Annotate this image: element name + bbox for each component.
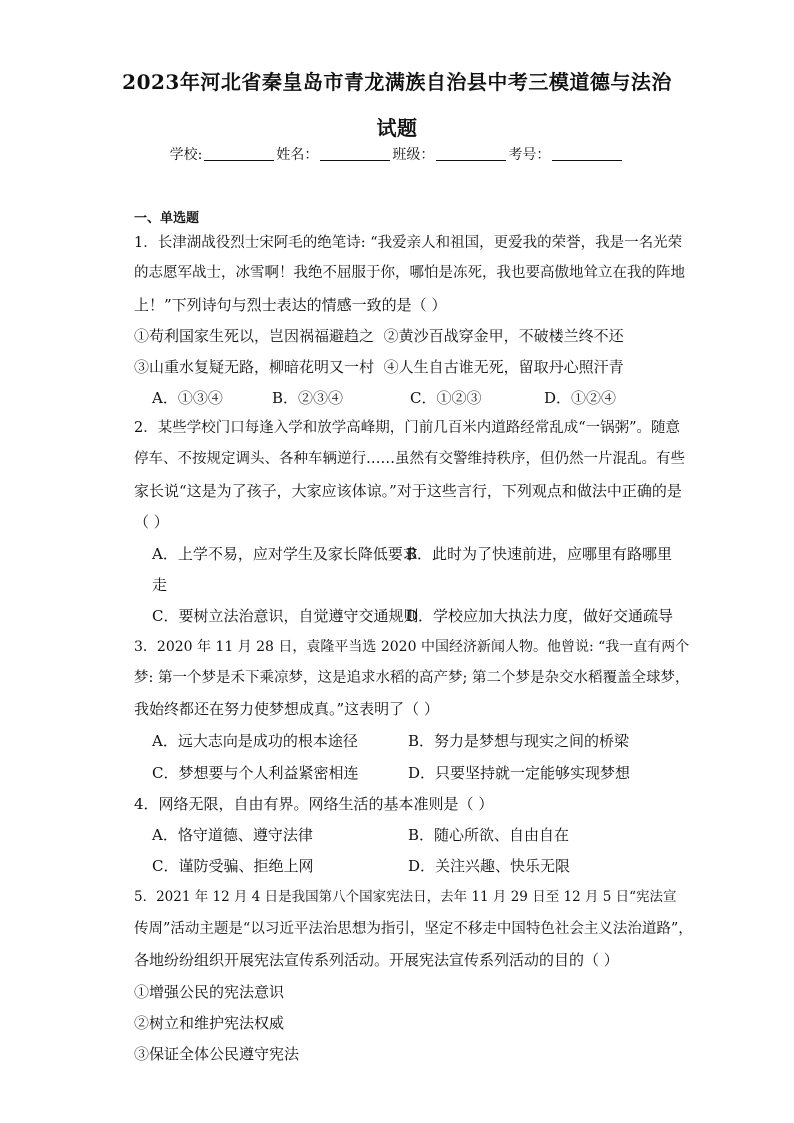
q2-line3: 家长说“这是为了孩子，大家应该体谅。”对于这些言行，下列观点和做法中正确的是: [134, 482, 682, 500]
number-label: 考号：: [508, 147, 551, 163]
q5-line1: 5．2021 年 12 月 4 日是我国第八个国家宪法日，去年 11 月 29 日至 12 月 5 日“宪法宣: [134, 889, 677, 905]
school-blank[interactable]: [204, 146, 274, 161]
q4-line1: 4．网络无限，自由有界。网络生活的基本准则是（ ）: [134, 795, 494, 813]
q1-item2: ②黄沙百战穿金甲，不破楼兰终不还: [383, 327, 624, 345]
q1-item4: ④人生自古谁无死，留取丹心照汗青: [383, 358, 624, 376]
q4-option-a[interactable]: A．恪守道德、遵守法律: [152, 826, 313, 844]
q2-line2: 停车、不按规定调头、各种车辆逆行……虽然有交警维持秩序，但仍然一片混乱。有些: [134, 451, 685, 467]
q1-item3: ③山重水复疑无路，柳暗花明又一村: [134, 358, 375, 376]
q3-option-d[interactable]: D．只要坚持就一定能够实现梦想: [408, 764, 631, 782]
q2-line4: （ ）: [134, 513, 169, 531]
class-blank[interactable]: [436, 146, 506, 161]
q5-item3: ③保证全体公民遵守宪法: [134, 1045, 300, 1063]
q3-line1: 3．2020 年 11 月 28 日，袁隆平当选 2020 中国经济新闻人物。他曾说: “我一直有两个: [134, 639, 690, 655]
name-blank[interactable]: [320, 146, 390, 161]
q1-items-row2: [134, 358, 624, 376]
q1-option-c[interactable]: C．①②③: [410, 389, 482, 407]
student-info-row: [0, 144, 794, 164]
q4-option-d[interactable]: D．关注兴趣、快乐无限: [408, 857, 571, 875]
q4-option-b[interactable]: B．随心所欲、自由自在: [408, 826, 570, 844]
exam-title-line1: 2023年河北省秦皇岛市青龙满族自治县中考三模道德与法治: [122, 70, 672, 94]
q1-items-row1: [134, 327, 624, 345]
q5-line2: 传周”活动主题是“以习近平法治思想为指引，坚定不移走中国特色社会主义法治道路”，: [134, 921, 693, 937]
q1-option-a[interactable]: A．①③④: [152, 389, 223, 407]
section-title: 一、单选题: [134, 211, 200, 226]
school-label: 学校:: [169, 147, 203, 163]
q3-option-a[interactable]: A．远大志向是成功的根本途径: [152, 732, 358, 750]
q2-option-b-cont: 走: [152, 576, 168, 594]
q5-item2: ②树立和维护宪法权威: [134, 1014, 285, 1032]
q1-item1: ①苟利国家生死以，岂因祸福避趋之: [134, 327, 375, 345]
q3-line2: 梦: 第一个梦是禾下乘凉梦，这是追求水稻的高产梦; 第二个梦是杂交水稻覆盖全球梦，: [134, 670, 690, 686]
number-blank[interactable]: [552, 146, 622, 161]
q3-option-b[interactable]: B．努力是梦想与现实之间的桥梁: [408, 732, 630, 750]
q1-option-b[interactable]: B．②③④: [272, 389, 344, 407]
q2-option-d[interactable]: D．学校应加大执法力度，做好交通疏导: [406, 607, 674, 625]
q2-option-a[interactable]: A．上学不易，应对学生及家长降低要求: [152, 545, 418, 563]
q3-option-c[interactable]: C．梦想要与个人利益紧密相连: [152, 764, 359, 782]
q1-line3: 上！”下列诗句与烈士表达的情感一致的是（ ）: [134, 296, 447, 314]
q2-option-b[interactable]: B．此时为了快速前进，应哪里有路哪里: [406, 545, 673, 563]
q4-option-c[interactable]: C．谨防受骗、拒绝上网: [152, 857, 314, 875]
q2-option-c[interactable]: C．要树立法治意识，自觉遵守交通规则: [152, 607, 419, 625]
q1-line1: 1．长津湖战役烈士宋阿毛的绝笔诗: “我爱亲人和祖国，更爱我的荣誉，我是一名光荣: [134, 235, 683, 251]
name-label: 姓名：: [276, 147, 319, 163]
q3-line3: 我始终都还在努力使梦想成真。”这表明了（ ）: [134, 700, 439, 718]
q2-line1: 2．某些学校门口每逢入学和放学高峰期，门前几百米内道路经常乱成“一锅粥”。随意: [134, 420, 681, 436]
exam-title-line2: 试题: [376, 116, 418, 140]
q1-line2: 的志愿军战士，冰雪啊！我绝不屈服于你，哪怕是冻死，我也要高傲地耸立在我的阵地: [134, 265, 685, 281]
q5-line3: 各地纷纷组织开展宪法宣传系列活动。开展宪法宣传系列活动的目的（ ）: [134, 951, 619, 969]
q5-item1: ①增强公民的宪法意识: [134, 983, 285, 1001]
class-label: 班级：: [392, 147, 435, 163]
q1-option-d[interactable]: D．①②④: [544, 389, 617, 407]
